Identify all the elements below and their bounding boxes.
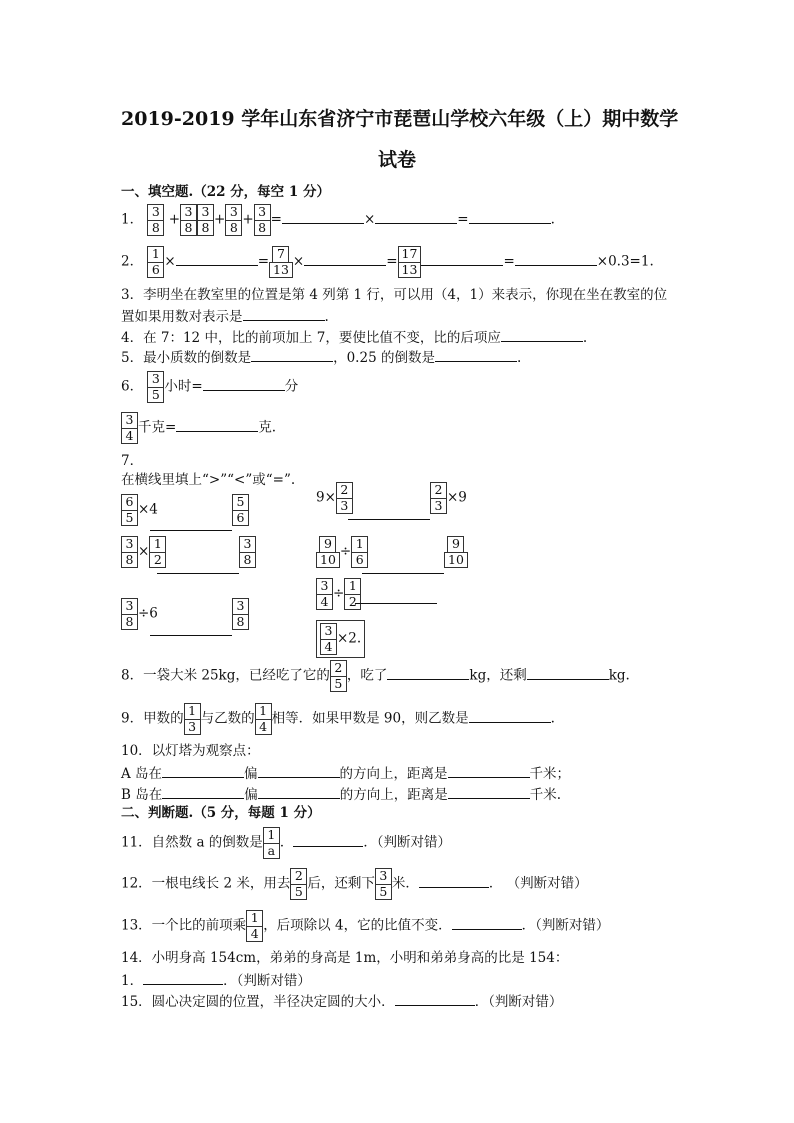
compare-e-right (444, 536, 468, 568)
question-13 (121, 910, 609, 942)
answer-blank[interactable] (243, 308, 325, 321)
question-10-title: 10．以灯塔为观察点： (121, 743, 260, 759)
question-text: 的方向上，距离是 (339, 766, 448, 782)
question-text: 13．一个比的前项乘 (121, 917, 247, 934)
question-number: 6． (121, 378, 144, 395)
fraction: $\frac{1}{6}$ (147, 246, 164, 278)
answer-blank[interactable] (162, 765, 244, 778)
answer-blank[interactable] (176, 253, 258, 266)
operator: ×2. (337, 630, 362, 647)
answer-blank[interactable] (293, 834, 363, 847)
answer-blank[interactable] (469, 211, 551, 224)
question-text: 12．一根电线长 2 米，用去 (121, 875, 291, 892)
question-3-line2 (121, 308, 329, 325)
question-7-number: 7． (121, 453, 144, 469)
page-title-cont: 试卷 (378, 149, 417, 171)
fraction: $\frac{3}{8}$ (197, 204, 214, 236)
question-text: B 岛在 (121, 787, 163, 803)
equals-sign: = (386, 253, 398, 270)
plus-sign: + (214, 211, 226, 228)
compare-c-left (121, 536, 166, 568)
period: . (550, 211, 555, 228)
answer-blank[interactable] (282, 211, 364, 224)
question-text: 小时= (164, 378, 203, 395)
fraction: $\frac{17}{13}$ (398, 246, 422, 278)
question-text: 11．自然数 a 的倒数是 (121, 834, 263, 851)
fraction: $\frac{2}{5}$ (330, 660, 347, 692)
page-title: 2019-2019 学年山东省济宁市琵琶山学校六年级（上）期中数学 (121, 108, 679, 130)
answer-blank[interactable] (448, 786, 530, 799)
answer-blank[interactable] (176, 419, 258, 432)
answer-blank[interactable] (162, 786, 244, 799)
question-text: 千克= (138, 419, 177, 436)
times-sign: × (292, 253, 305, 270)
question-5 (121, 349, 521, 366)
compare-b-right (430, 482, 467, 514)
answer-blank[interactable] (375, 211, 457, 224)
operator: ÷6 (138, 605, 158, 622)
judge-hint: ．（判断对错） (521, 917, 610, 934)
question-15 (121, 993, 562, 1010)
fraction: $\frac{3}{5}$ (147, 371, 164, 403)
compare-c-right (239, 536, 256, 568)
operator: 9× (316, 489, 336, 506)
fraction: $\frac{3}{8}$ (147, 204, 164, 236)
question-text: 置如果用数对表示是 (121, 309, 243, 325)
question-text: 偏 (244, 787, 258, 803)
answer-blank[interactable] (419, 875, 489, 888)
fraction: $\frac{2}{3}$ (430, 482, 447, 514)
equals-sign: = (503, 253, 515, 270)
question-6-part2 (121, 412, 276, 444)
question-number: 2． (121, 253, 144, 270)
equals-sign: = (257, 253, 270, 270)
question-text: 的方向上，距离是 (339, 787, 448, 803)
fraction: $\frac{3}{8}$ (239, 536, 256, 568)
question-1 (121, 204, 555, 236)
fraction: $\frac{1}{a}$ (263, 827, 280, 859)
fraction: $\frac{2}{5}$ (290, 868, 307, 900)
operator: ÷ (339, 543, 352, 560)
fraction: $\frac{5}{6}$ (232, 494, 249, 526)
judge-hint: ． （判断对错） (488, 875, 588, 892)
answer-blank[interactable] (387, 667, 469, 680)
answer-blank[interactable] (258, 765, 340, 778)
fraction: $\frac{7}{13}$ (269, 246, 293, 278)
fraction: $\frac{3}{8}$ (232, 598, 249, 630)
question-text: 相等．如果甲数是 90，则乙数是 (271, 710, 469, 727)
fraction: $\frac{2}{3}$ (336, 482, 353, 514)
question-text: ，0.25 的倒数是 (333, 350, 435, 366)
equals-sign: = (457, 211, 469, 228)
question-text: 4．在 7：12 中，比的前项加上 7，要使比值不变，比的后项应 (121, 330, 501, 346)
fraction: $\frac{3}{5}$ (375, 868, 392, 900)
fraction: $\frac{3}{8}$ (254, 204, 271, 236)
compare-a-right (232, 494, 249, 526)
answer-blank[interactable] (448, 765, 530, 778)
tail-text: ×0.3=1. (596, 253, 654, 270)
question-text: ． (279, 834, 294, 851)
fraction: $\frac{3}{8}$ (121, 536, 138, 568)
question-text: A 岛在 (121, 766, 163, 782)
question-text: ，吃了 (346, 667, 388, 684)
compare-a-left (121, 494, 158, 526)
fraction: $\frac{3}{4}$ (316, 578, 333, 610)
answer-blank[interactable] (435, 349, 517, 362)
question-text: 偏 (244, 766, 258, 782)
answer-blank[interactable] (452, 917, 522, 930)
question-6-part1 (121, 371, 298, 403)
operator: ×9 (447, 489, 467, 506)
period: . (516, 350, 522, 366)
operator: ÷ (333, 585, 345, 602)
question-7-instruction: 在横线里填上“>”“<”或“=”. (121, 472, 296, 488)
fraction: $\frac{3}{8}$ (180, 204, 197, 236)
fraction: $\frac{1}{6}$ (351, 536, 368, 568)
fraction: $\frac{6}{5}$ (121, 494, 138, 526)
question-text: 与乙数的 (200, 710, 255, 727)
answer-blank[interactable] (527, 667, 609, 680)
question-14-line2 (121, 972, 311, 989)
answer-blank[interactable] (348, 519, 430, 520)
question-text: ，后项除以 4，它的比值不变． (263, 917, 452, 934)
fraction: $\frac{1}{4}$ (255, 703, 272, 735)
answer-blank[interactable] (150, 530, 232, 531)
plus-sign: + (168, 211, 180, 228)
answer-blank[interactable] (157, 573, 239, 574)
question-text: 5．最小质数的倒数是 (121, 350, 252, 366)
answer-blank[interactable] (501, 329, 583, 342)
question-4 (121, 329, 587, 346)
question-text: 米． (391, 875, 419, 892)
answer-blank[interactable] (362, 573, 444, 574)
question-text: 1． (121, 973, 144, 989)
answer-blank[interactable] (469, 710, 551, 723)
unit-text: 克. (258, 419, 277, 436)
judge-hint: ．（判断对错） (474, 994, 563, 1010)
judge-hint: ．（判断对错） (363, 834, 452, 851)
answer-blank[interactable] (355, 603, 437, 604)
fraction: $\frac{3}{8}$ (121, 598, 138, 630)
compare-b-left (316, 482, 353, 514)
compare-g-right (232, 598, 249, 630)
answer-blank[interactable] (203, 378, 285, 391)
section-heading-judge: 二、判断题.（5 分，每题 1 分） (121, 805, 321, 821)
unit-text: 千米. (529, 787, 562, 803)
compare-h (316, 620, 365, 658)
unit-text: 分 (284, 378, 299, 395)
fraction: $\frac{3}{8}$ (225, 204, 242, 236)
fraction: $\frac{1}{2}$ (344, 578, 361, 610)
question-14-line1: 14．小明身高 154cm，弟弟的身高是 1m，小明和弟弟身高的比是 154： (121, 950, 569, 966)
question-10-a (121, 765, 570, 782)
fraction: $\frac{1}{2}$ (149, 536, 166, 568)
period: . (324, 309, 329, 325)
question-text: 后，还剩下 (307, 875, 375, 892)
judge-hint: ．（判断对错） (223, 973, 311, 989)
equals-sign: = (270, 211, 282, 228)
plus-sign: + (242, 211, 254, 228)
period: . (550, 710, 555, 727)
answer-blank[interactable] (143, 972, 223, 985)
answer-blank[interactable] (395, 993, 475, 1006)
question-2 (121, 246, 654, 278)
times-sign: × (363, 211, 376, 228)
compare-f-left (316, 578, 361, 610)
operator: ×4 (138, 501, 158, 518)
fraction: $\frac{9}{10}$ (316, 536, 340, 568)
fraction: $\frac{1}{4}$ (246, 910, 263, 942)
question-9 (121, 703, 555, 735)
question-text: kg，还剩 (469, 667, 527, 684)
answer-blank[interactable] (258, 786, 340, 799)
answer-blank[interactable] (251, 349, 333, 362)
answer-blank[interactable] (150, 635, 232, 636)
question-8 (121, 660, 630, 692)
question-11 (121, 827, 451, 859)
question-3-line1: 3．李明坐在教室里的位置是第 4 列第 1 行，可以用（4，1）来表示，你现在坐在教室的位 (121, 287, 668, 303)
unit-text: kg. (608, 667, 630, 684)
answer-blank[interactable] (304, 253, 386, 266)
fraction: $\frac{3}{4}$ (121, 412, 138, 444)
question-text: 9．甲数的 (121, 710, 184, 727)
question-text: 15．圆心决定圆的位置，半径决定圆的大小． (121, 994, 395, 1010)
unit-text: 千米； (529, 766, 571, 782)
boxed-expression (316, 620, 365, 658)
fraction: $\frac{1}{3}$ (184, 703, 201, 735)
operator: × (138, 543, 150, 560)
fraction: $\frac{9}{10}$ (444, 536, 468, 568)
compare-g-left (121, 598, 158, 630)
fraction: $\frac{3}{4}$ (320, 623, 337, 655)
section-heading-fill: 一、填空题.（22 分，每空 1 分） (121, 184, 330, 200)
question-number: 1． (121, 211, 144, 228)
compare-e-left (316, 536, 368, 568)
answer-blank[interactable] (421, 253, 503, 266)
question-12 (121, 868, 588, 900)
question-10-b (121, 786, 561, 803)
answer-blank[interactable] (515, 253, 597, 266)
question-text: 8．一袋大米 25kg，已经吃了它的 (121, 667, 330, 684)
period: . (582, 330, 588, 346)
times-sign: × (164, 253, 176, 270)
